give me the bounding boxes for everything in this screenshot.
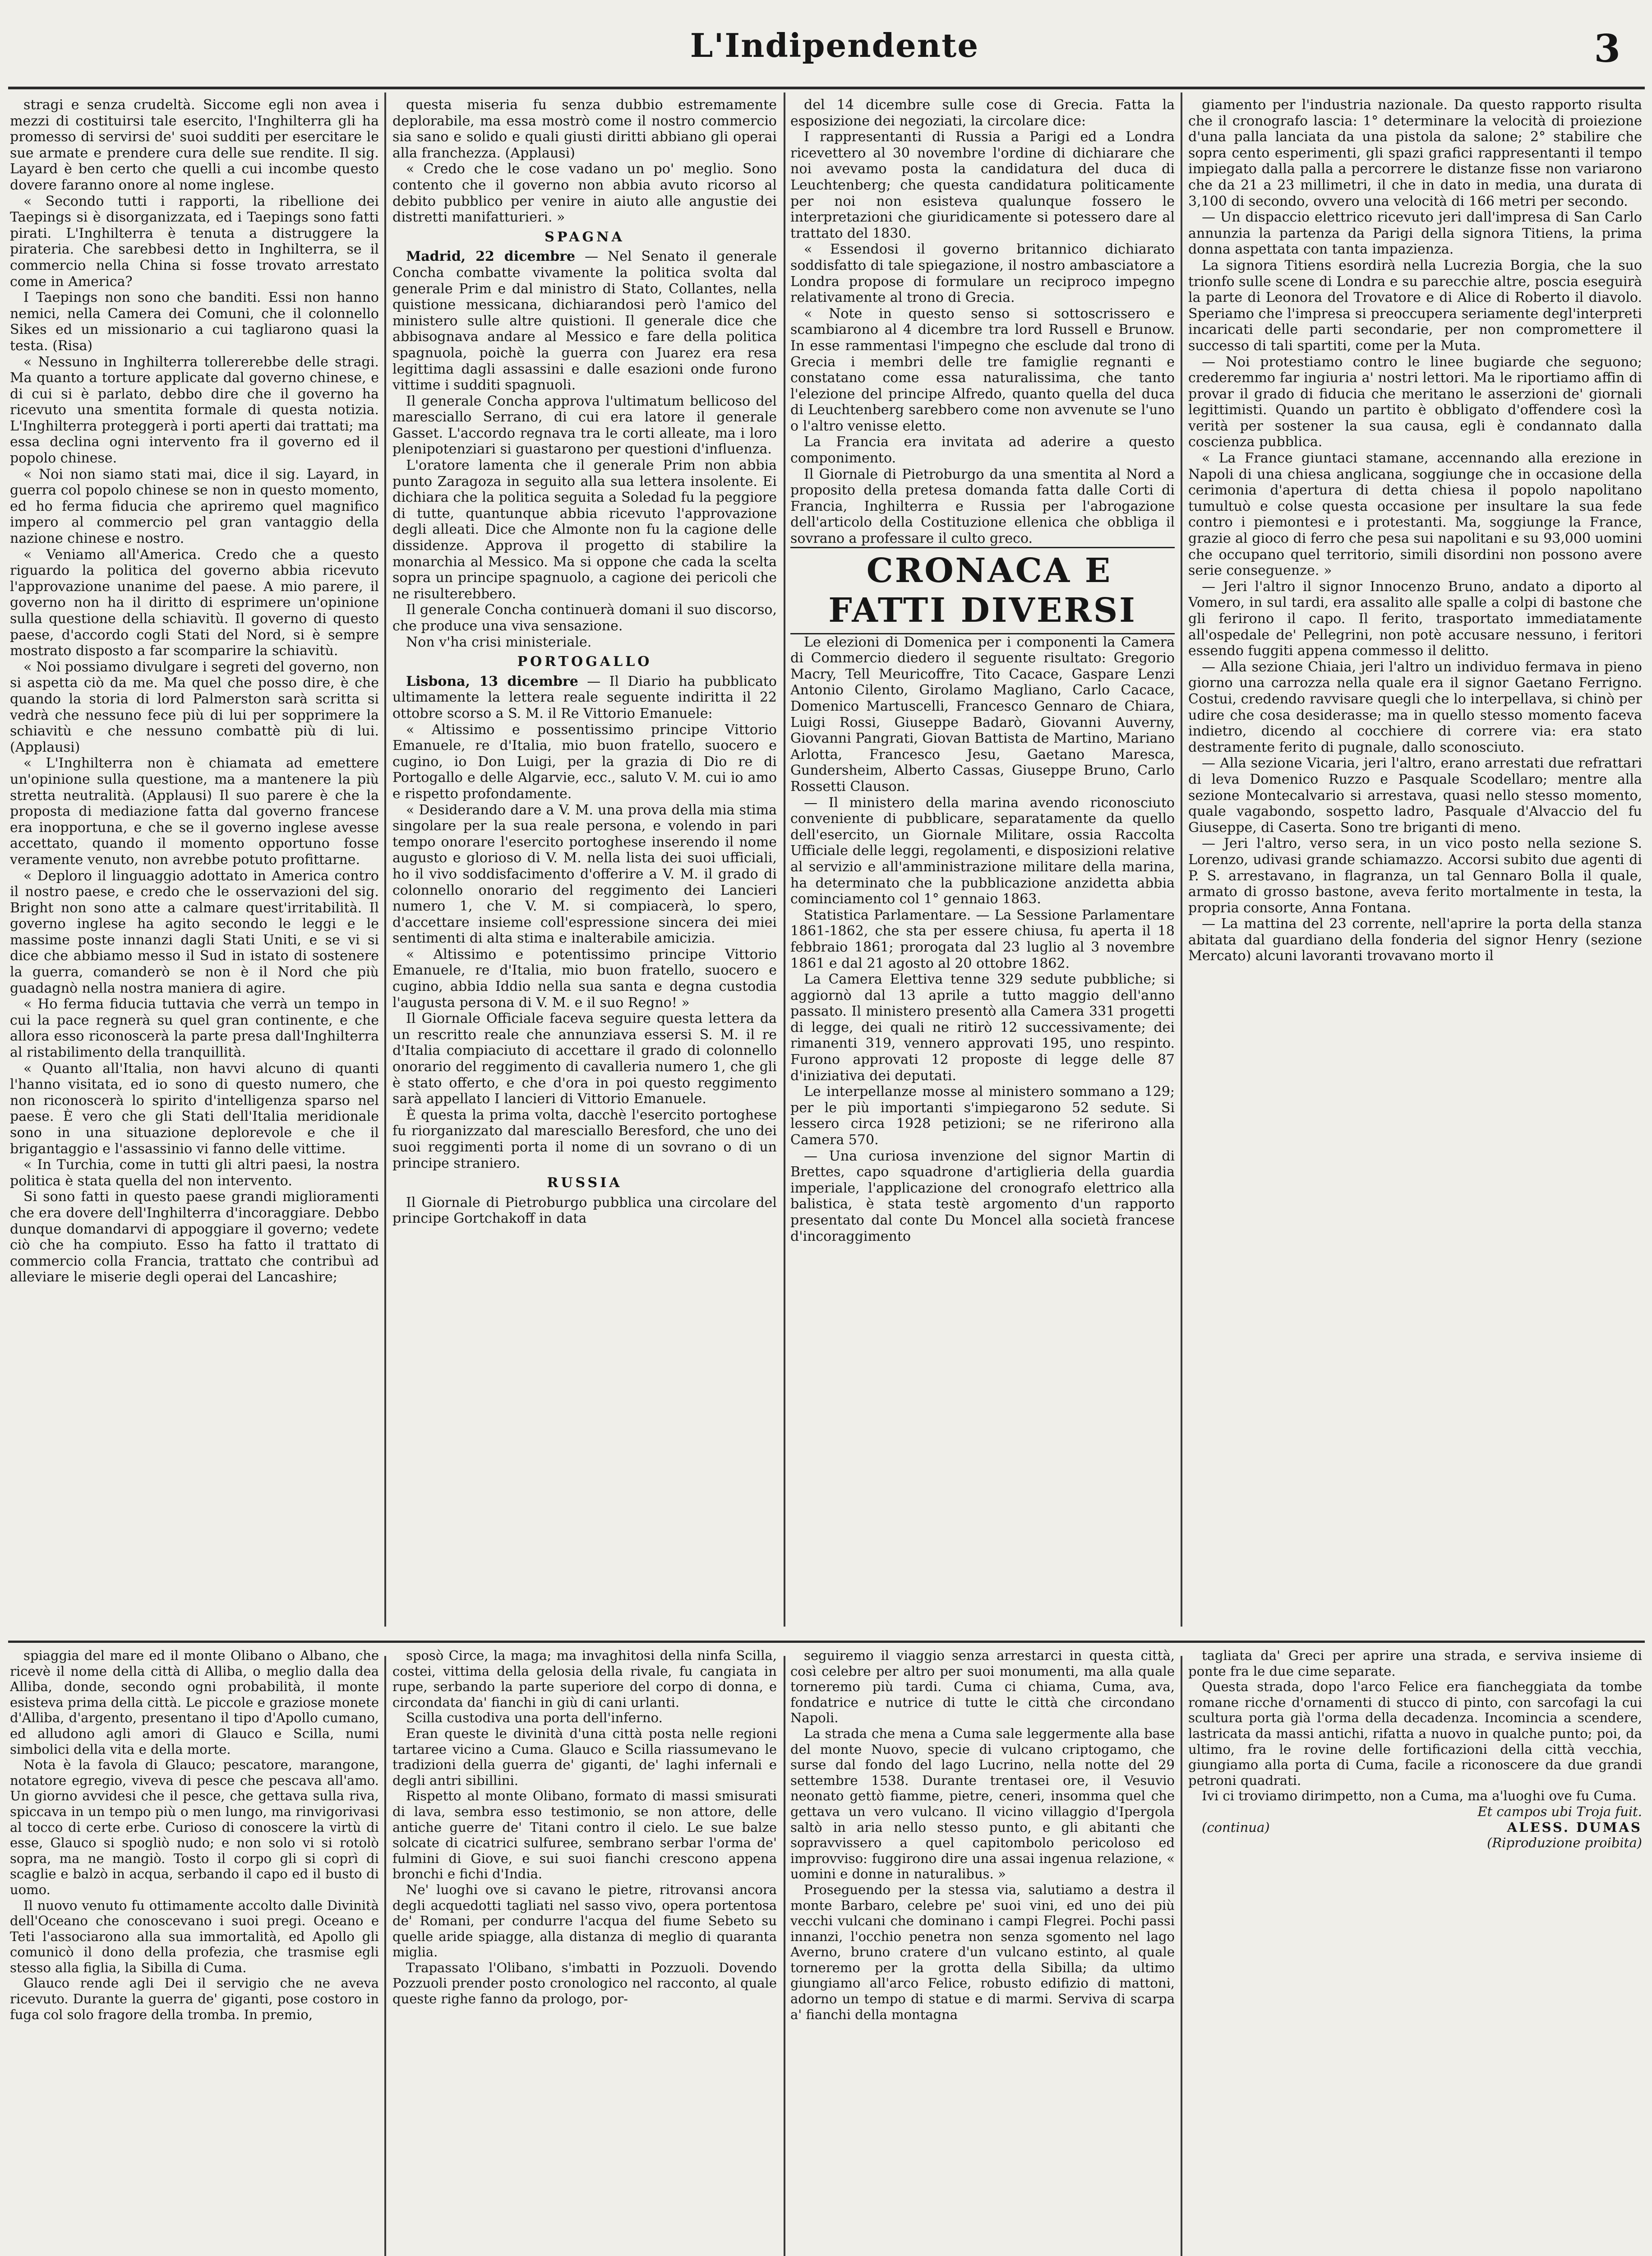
paragraph: del 14 dicembre sulle cose di Grecia. Fatta la esposizione dei negoziati, la circolare dice: <box>790 97 1175 129</box>
paragraph: — Alla sezione Vicaria, jeri l'altro, erano arrestati due refrattari di leva Domenico Ruzzo e Pasquale Scodellaro; mentre alla sezione Montecalvario si arrestava, quasi nello stesso momento, quale vagabondo, sospetto ladro, Pasquale d'Alvaccio del fu Giuseppe, di Caserta. Sono tre briganti di meno. <box>1188 755 1642 836</box>
column-3 <box>790 97 1175 1636</box>
paragraph: « Ho ferma fiducia tuttavia che verrà un tempo in cui la pace regnerà su quel gran continente, e che allora esso riconoscerà la parte presa dall'Inghilterra al ristabilimento della tranquillità. <box>10 996 379 1061</box>
paragraph: Il Giornale di Pietroburgo da una smentita al Nord a proposito della pretesa domanda fatta dalle Corti di Francia, Inghilterra e Russia per l'abrogazione dell'articolo della Costituzione ellenica che obbliga il sovrano a professare il culto greco. <box>790 466 1175 547</box>
paragraph: « Noi possiamo divulgare i segreti del governo, non si aspetta ciò da me. Ma quel che posso dire, è che quando la storia di lord Palmerston sarà scritta si vedrà che nessuno fece più di lui per sopprimere la schiavitù e che nessuno combattè più di lui. (Applausi) <box>10 659 379 755</box>
paragraph: « Credo che le cose vadano un po' meglio. Sono contento che il governo non abbia avuto ricorso al debito pubblico per venire in aiuto alle angustie dei distretti manifatturieri. » <box>392 161 777 226</box>
paragraph: Trapassato l'Olibano, s'imbatti in Pozzuoli. Dovendo Pozzuoli prender posto cronologico nel racconto, al quale queste righe fanno da prologo, por- <box>392 1960 777 2007</box>
paragraph: — Una curiosa invenzione del signor Martin di Brettes, capo squadrone d'artiglieria della guardia imperiale, l'applicazione del cronografo elettrico alla balistica, è stata testè argomento d'un rapporto presentato dal conte Du Moncel alla società francese d'incoraggimento <box>790 1148 1175 1244</box>
author-signature <box>1188 1820 1642 1835</box>
paragraph: Il generale Concha continuerà domani il suo discorso, che produce una viva sensazione. <box>392 602 777 634</box>
paragraph: — Alla sezione Chiaia, jeri l'altro un individuo fermava in pieno giorno una carrozza nella quale era il signor Gaetano Ferrigno. Costui, credendo ravvisare quegli che lo interpellava, si chinò per udire che cosa desiderasse; ma in quello stesso momento faceva indietro, dicendo al cocchiere di correre via: era stato destramente ferito di pugnale, dallo sconosciuto. <box>1188 659 1642 755</box>
paragraph: Il nuovo venuto fu ottimamente accolto dalle Divinità dell'Oceano che conoscevano i suoi pregi. Oceano e Teti l'associarono alla sua immortalità, ed Apollo gli comunicò il dono della profezia, che trasmise egli stesso alla figlia, la Sibilla di Cuma. <box>10 1897 379 1975</box>
paragraph: tagliata da' Greci per aprire una strada, e serviva insieme di ponte fra le due cime separate. <box>1188 1648 1642 1679</box>
masthead-rule <box>8 87 1645 89</box>
paragraph: I rappresentanti di Russia a Parigi ed a Londra ricevettero al 30 novembre l'ordine di dichiarare che noi avevamo posta la candidatura del duca di Leuchtenberg; che questa candidatura politicamente per noi non esisteva qualunque fossero le interpretazioni che giuridicamente si potessero dare al trattato del 1830. <box>790 129 1175 241</box>
paragraph: Eran queste le divinità d'una città posta nelle regioni tartaree vicino a Cuma. Glauco e Scilla riassumevano le tradizioni della guerra de' giganti, de' laghi infernali e degli antri sibillini. <box>392 1725 777 1788</box>
paragraph: Statistica Parlamentare. — La Sessione Parlamentare 1861-1862, che sta per essere chiusa, fu aperta il 18 febbraio 1861; prorogata dal 23 luglio al 3 novembre 1861 e dal 21 agosto al 20 ottobre 1862. <box>790 907 1175 971</box>
paragraph: « Nessuno in Inghilterra tollererebbe delle stragi. Ma quanto a torture applicate dal governo chinese, e di cui si è parlato, debbo dire che il governo ha ricevuto una smentita formale di questa notizia. L'Inghilterra proteggerà i porti aperti dai trattati; ma essa declina ogni intervento fra il governo ed il popolo chinese. <box>10 354 379 467</box>
paragraph: « L'Inghilterra non è chiamata ad emettere un'opinione sulla questione, ma a mantenere la più stretta neutralità. (Applausi) Il suo parere è che la proposta di mediazione fatta dal governo francese era inopportuna, e che se il governo inglese avesse accettato, quando il momento opportuno fosse veramente venuto, non avrebbe potuto profittarne. <box>10 755 379 868</box>
feuilleton-rule <box>8 1641 1645 1643</box>
paragraph: Glauco rende agli Dei il servigio che ne aveva ricevuto. Durante la guerra de' giganti, pose costoro in fuga col solo fragore della tromba. In premio, <box>10 1975 379 2022</box>
paragraph: Non v'ha crisi ministeriale. <box>406 634 592 650</box>
paragraph: La signora Titiens esordirà nella Lucrezia Borgia, che la suo trionfo sulle scene di Londra e su parecchie altre, poscia eseguirà la parte di Leonora del Trovatore e di Alice di Roberto il diavolo. Speriamo che l'impresa si preoccupera seriamente degl'interpreti incaricati delle parti secondarie, per non compromettere il successo di tali spartiti, come per la Muta. <box>1188 257 1642 354</box>
paragraph: Scilla custodiva una porta dell'inferno. <box>406 1710 663 1726</box>
paragraph: Proseguendo per la stessa via, salutiamo a destra il monte Barbaro, celebre pe' suoi vini, ed uno dei più vecchi vulcani che dominano i campi Flegrei. Pochi passi innanzi, l'occhio penetra non senza sgomento nel lago Averno, bruno cratere d'un vulcano estinto, al quale torneremo per la grotta della Sibilla; da ultimo giungiamo all'arco Felice, robusto edifizio di mattoni, adorno un tempo di statue e di marmi. Serviva di scarpa a' fianchi della montagna <box>790 1882 1175 2022</box>
feuilleton-column-4 <box>1188 1648 1642 2256</box>
paragraph: L'oratore lamenta che il generale Prim non abbia punto Zaragoza in seguito alla sua lettera insolente. Ei dichiara che la politica seguita a Soledad fu la peggiore di tutte, quantunque abbia ricevuto l'approvazione degli alleati. Dice che Almonte non fu la cagione delle dissidenze. Approva il progetto di stabilire la monarchia al Messico. Ma si oppone che cada la scelta sopra un principe spagnuolo, a cagione dei pericoli che ne risulterebbero. <box>392 458 777 602</box>
paragraph: « La France giuntaci stamane, accennando alla erezione in Napoli di una chiesa anglicana, soggiunge che in occasione della cerimonia d'apertura di detta chiesa il popolo napolitano tumultuò e colse questa occasione per insultare la sua fede contro i piemontesi e i protestanti. Ma, soggiunge la France, grazie al gioco di ferro che pesa sui napolitani e su 93,000 uomini che occupano quel territorio, simili disordini non possono avere serie conseguenze. » <box>1188 450 1642 579</box>
paragraph: Il generale Concha approva l'ultimatum bellicoso del maresciallo Serrano, di cui era latore il generale Gasset. L'accordo regnava tra le corti alleate, ma i loro plenipotenziari si guastarono per questioni d'influenza. <box>392 393 777 458</box>
paragraph: — Jeri l'altro, verso sera, in un vico posto nella sezione S. Lorenzo, udivasi grande schiamazzo. Accorsi subito due agenti di P. S. arrestavano, in flagranza, un tal Gennaro Bolla il quale, armato di grosso bastone, aveva ferito mortalmente in testa, la propria consorte, Anna Fontana. <box>1188 836 1642 916</box>
feuilleton-column-3 <box>790 1648 1175 2256</box>
continua-note: (continua) <box>1202 1819 1270 1835</box>
column-rule <box>384 1656 386 2256</box>
section-heading-russia: RUSSIA <box>547 1175 623 1191</box>
column-1 <box>10 97 379 1636</box>
paragraph: Le elezioni di Domenica per i componenti la Camera di Commercio diedero il seguente risultato: Gregorio Macry, Tell Meuricoffre, Tito Cacace, Gaspare Lenzi Antonio Cilento, Girolamo Magliano, Carlo Cacace, Domenico Martuscelli, Francesco Gennaro de Chiara, Luigi Rossi, Giuseppe Badarò, Giovanni Auverny, Giovanni Pangrati, Giovan Battista de Martino, Mariano Arlotta, Francesco Jesu, Gaetano Maresca, Gundersheim, Alberto Cassas, Giuseppe Bruno, Carlo Rossetti Clauson. <box>790 634 1175 795</box>
column-rule <box>1181 1656 1182 2256</box>
paragraph: Rispetto al monte Olibano, formato di massi smisurati di lava, sembra esso testimonio, se non attore, delle antiche guerre de' Titani contro il cielo. Le sue balze solcate di cicatrici sulfuree, sembrano serbar l'orma de' fulmini di Giove, e sui suoi fianchi crescono appena bronchi e fichi d'India. <box>392 1788 777 1882</box>
paragraph: « Secondo tutti i rapporti, la ribellione dei Taepings si è disorganizzata, ed i Taepings sono fatti pirati. L'Inghilterra è tenuta a distruggere la pirateria. Che sarebbesi detto in Inghilterra, se il commercio nella China si fosse trovato arrestato come in America? <box>10 193 379 290</box>
paragraph: « Altissimo e potentissimo principe Vittorio Emanuele, re d'Italia, mio buon fratello, suocero e cugino, abbia Iddio nella sua santa e degna custodia l'augusta persona di V. M. e il suo Regno! » <box>392 946 777 1011</box>
paragraph: « Veniamo all'America. Credo che a questo riguardo la politica del governo abbia ricevuto l'approvazione unanime del paese. A mio parere, il governo non ha il diritto di esprimere un'opinione sulla questione della schiavitù. Il governo di questo paese, d'accordo cogli Stati del Nord, si è sempre mostrato disposto a far scomparire la schiavitù. <box>10 546 379 659</box>
column-rule <box>784 92 785 1627</box>
paragraph: stragi e senza crudeltà. Siccome egli non avea i mezzi di costituirsi tale esercito, l'Inghilterra gli ha promesso di servirsi de' suoi sudditi per esercitare le sue armate e prendere cura delle sue rendite. Il sig. Layard è ben certo che quelli a cui incombe questo dovere faranno onore al nome inglese. <box>10 97 379 193</box>
paragraph: « Desiderando dare a V. M. una prova della mia stima singolare per la sua reale persona, e volendo in pari tempo onorare l'esercito portoghese inserendo il nome augusto e glorioso di V. M. nella lista dei suoi ufficiali, ho il vivo soddisfacimento d'offerire a V. M. il grado di colonnello onorario del reggimento dei Lancieri numero 1, che V. M. si compiacerà, lo spero, d'accettare insieme coll'espressione sincera dei miei sentimenti di alta stima e inalterabile amicizia. <box>392 802 777 947</box>
column-rule <box>384 92 386 1627</box>
dateline: Lisbona, 13 dicembre <box>406 673 578 689</box>
paragraph: Le interpellanze mosse al ministero sommano a 129; per le più importanti s'impiegarono 52 sedute. Si lessero circa 1928 petizioni; se ne riferirono alla Camera 570. <box>790 1084 1175 1148</box>
masthead <box>0 26 1652 76</box>
feuilleton-column-2 <box>392 1648 777 2256</box>
newspaper-title: L'Indipendente <box>690 26 979 65</box>
cronaca-heading: CRONACA E FATTI DIVERSI <box>790 547 1175 634</box>
reproduction-note: (Riproduzione proibita) <box>1487 1835 1642 1851</box>
paragraph: — Noi protestiamo contro le linee bugiarde che seguono; crederemmo far ingiuria a' nostri lettori. Ma le riportiamo affin di provar il grado di fiducia che meritano le asserzioni de' giornali legittimisti. Quando un partito è obbligato d'offendere così la verità per sostener la sua causa, egli è condannato dalla coscienza pubblica. <box>1188 354 1642 450</box>
paragraph: « Altissimo e possentissimo principe Vittorio Emanuele, re d'Italia, mio buon fratello, suocero e cugino, io Don Luigi, per la grazia di Dio re di Portogallo e delle Algarvie, ecc., saluto V. M. cui io amo e rispetto profondamente. <box>392 721 777 802</box>
paragraph: — Jeri l'altro il signor Innocenzo Bruno, andato a diporto al Vomero, in sul tardi, era assalito alle spalle a colpi di bastone che gli ferirono il capo. Il ferito, trasportato immediatamente all'ospedale de' Pellegrini, non potè accusare nessuno, i feritori essendo fuggiti appena commesso il delitto. <box>1188 578 1642 659</box>
paragraph: « In Turchia, come in tutti gli altri paesi, la nostra politica è stata quella del non intervento. <box>10 1157 379 1189</box>
paragraph: Si sono fatti in questo paese grandi miglioramenti che era dovere dell'Inghilterra d'incoraggiare. Debbo dunque domandarvi di appoggiare il governo; vedete ciò che ha compiuto. Esso ha fatto il trattato di commercio colla Francia, trattato che contribuì ad alleviare le miserie degli operai del Lancashire; <box>10 1189 379 1285</box>
paragraph: — Il ministero della marina avendo riconosciuto conveniente di pubblicare, separatamente da quello dell'esercito, un Giornale Militare, ossia Raccolta Ufficiale delle leggi, regolamenti, e disposizioni relative al servizio e all'amministrazione militare della marina, ha determinato che la pubblicazione anzidetta abbia cominciamento col 1° gennaio 1863. <box>790 795 1175 907</box>
paragraph: « Note in questo senso si sottoscrissero e scambiarono al 4 dicembre tra lord Russell e Brunow. In esse rammentasi l'impegno che esclude dal trono di Grecia i membri delle tre famiglie regnanti e constatano come essa naturalissima, che tanto l'elezione del principe Alfredo, quanto quella del duca di Leuchtenberg sarebbero come non avvenute se l'uno o l'altro venisse eletto. <box>790 305 1175 434</box>
paragraph: spiaggia del mare ed il monte Olibano o Albano, che ricevè il nome della città di Alliba, o meglio dalla dea Alliba, donde, secondo ogni probabilità, il monte esisteva prima della città. Le piccole e graziose monete d'Alliba, d'argento, presentano il tipo d'Apollo cumano, ed alludono agli amori di Glauco e Scilla, numi simbolici della vita e della morte. <box>10 1648 379 1757</box>
paragraph: Questa strada, dopo l'arco Felice era fiancheggiata da tombe romane ricche d'ornamenti di stucco di pinto, con sarcofagi la cui scultura porta già l'orma della decadenza. Incomincia a scendere, lastricata da massi antichi, rifatta a nuovo in qualche punto; poi, da ultimo, fra le rovine delle fortificazioni della città vecchia, giungiamo alla porta di Cuma, facile a riconoscere da due grandi petroni quadrati. <box>1188 1679 1642 1788</box>
feuilleton-column-1 <box>10 1648 379 2256</box>
paragraph: sposò Circe, la maga; ma invaghitosi della ninfa Scilla, costei, vittima della gelosia della rivale, fu cangiata in rupe, serbando la parte superiore del corpo di donna, e circondata da' fianchi in giù di cani urlanti. <box>392 1648 777 1710</box>
paragraph: seguiremo il viaggio senza arrestarci in questa città, così celebre per altro per suoi monumenti, ma alla quale torneremo più tardi. Cuma ci chiama, Cuma, ava, fondatrice e nutrice di tutte le città che circondano Napoli. <box>790 1648 1175 1726</box>
paragraph: « Essendosi il governo britannico dichiarato soddisfatto di tale spiegazione, il nostro ambasciatore a Londra propose di formulare un reciproco impegno relativamente al trono di Grecia. <box>790 241 1175 306</box>
paragraph: « Deploro il linguaggio adottato in America contro il nostro paese, e credo che le osservazioni del sig. Bright non sono atte a calmare quest'irritabilità. Il governo inglese ha agito secondo le leggi e le massime poste innanzi dagli Stati Uniti, e se vi si dice che abbiamo messo il Sud in istato di sostenere la guerra, comanderò se non è il Nord che più guadagnò nella nostra maniera di agire. <box>10 868 379 996</box>
column-4 <box>1188 97 1642 1636</box>
section-heading-portogallo: PORTOGALLO <box>517 654 652 670</box>
paragraph: I Taepings non sono che banditi. Essi non hanno nemici, nella Camera dei Comuni, che il colonnello Sikes ed un missionario a cui tagliarono quasi la testa. (Risa) <box>10 290 379 354</box>
column-rule <box>1181 92 1182 1627</box>
paragraph: giamento per l'industria nazionale. Da questo rapporto risulta che il cronografo lascia: 1° determinare la velocità di proiezione d'una palla lanciata da una pistola da salone; 2° stabilire che sopra cento esperimenti, gli spazi grafici rappresentanti il tempo impiegato dalla palla a percorrere le distanze fisse non variarono che da 21 a 23 millimetri, il che in dato in media, una durata di 3,100 di secondo, ovvero una velocità di 166 metri per secondo. <box>1188 97 1642 209</box>
paragraph-text: — Il Diario ha pubblicato ultimamente la lettera reale seguente indiritta il 22 ottobre scorso a S. M. il Re Vittorio Emanuele: <box>392 673 777 721</box>
epigraph: Et campos ubi Troja fuit. <box>1477 1803 1642 1819</box>
paragraph-text: — Nel Senato il generale Concha combatte vivamente la politica svolta dal generale Prim e dal ministro di Stato, Collantes, nella quistione messicana, dichiarandosi però l'amico del ministero sulle altre quistioni. Il generale dice che abbisognava andare al Messico e fare della politica spagnuola, poichè la guerra con Juarez era resa legittima dagli assassini e dalle esazioni onde furono vittime i sudditi spagnuoli. <box>392 249 777 393</box>
paragraph: La Francia era invitata ad aderire a questo componimento. <box>790 434 1175 467</box>
paragraph: « Noi non siamo stati mai, dice il sig. Layard, in guerra col popolo chinese se non in questo momento, ed ho ferma fiducia che apriremo quel magnifico impero al commercio pel gran vantaggio della nazione chinese e nostro. <box>10 466 379 547</box>
paragraph: Ne' luoghi ove si cavano le pietre, ritrovansi ancora degli acquedotti tagliati nel sasso vivo, opera portentosa de' Romani, per condurre l'acqua del fiume Sebeto su quelle aride spiagge, alla distanza di meglio di quaranta miglia. <box>392 1882 777 1960</box>
paragraph: La Camera Elettiva tenne 329 sedute pubbliche; si aggiornò dal 13 aprile a tutto maggio dell'anno passato. Il ministero presentò alla Camera 331 progetti di legge, dei quali ne ritirò 12 successivamente; dei rimanenti 319, vennero approvati 195, uno respinto. Furono approvati 12 proposte di legge delle 87 d'iniziativa dei deputati. <box>790 971 1175 1084</box>
paragraph: È questa la prima volta, dacchè l'esercito portoghese fu riorganizzato dal maresciallo Beresford, che uno dei suoi reggimenti porta il nome di un sovrano o di un principe straniero. <box>392 1107 777 1171</box>
paragraph: — La mattina del 23 corrente, nell'aprire la porta della stanza abitata dal guardiano della fonderia del signor Henry (sezione Mercato) alcuni lavoranti trovavano morto il <box>1188 916 1642 964</box>
paragraph: « Quanto all'Italia, non havvi alcuno di quanti l'hanno visitata, ed io sono di questo numero, che non riconoscerà lo spirito d'intelligenza sparso nel paese. È vero che gli Stati dell'Italia meridionale sono in una situazione deplorevole e che il brigantaggio e l'assassinio vi fanno delle vittime. <box>10 1060 379 1157</box>
column-2 <box>392 97 777 1636</box>
paragraph: Il Giornale di Pietroburgo pubblica una circolare del principe Gortchakoff in data <box>392 1194 777 1227</box>
paragraph: Nota è la favola di Glauco; pescatore, marangone, notatore egregio, viveva di pesce che pescava all'amo. Un giorno avvidesi che il pesce, che gettava sulla riva, spiccava in un tempo più o men lungo, ma rinvigorivasi al tocco di certe erbe. Curioso di conoscere la virtù di esse, Glauco si spogliò nudo; e non solo vi si rotolò sopra, ma ne mangiò. Tosto il corpo gli si coprì di scaglie e balzò in acqua, serbando il capo ed il busto di uomo. <box>10 1757 379 1897</box>
page-number: 3 <box>1594 26 1620 71</box>
paragraph: Ivi ci troviamo dirimpetto, non a Cuma, ma a'luoghi ove fu Cuma. <box>1202 1788 1637 1804</box>
dateline: Madrid, 22 dicembre <box>406 249 576 265</box>
section-heading-spagna: SPAGNA <box>545 229 625 245</box>
paragraph: Il Giornale Officiale faceva seguire questa lettera da un rescritto reale che annunziava essersi S. M. il re d'Italia compiaciuto di accettare il grado di colonnello onorario del reggimento di cavalleria numero 1, che gli è stato offerto, e che d'ora in poi questo reggimento sarà appellato I lancieri di Vittorio Emanuele. <box>392 1011 777 1107</box>
column-rule <box>784 1656 785 2256</box>
paragraph: questa miseria fu senza dubbio estremamente deplorabile, ma essa mostrò come il nostro commercio sia sano e solido e quali giusti diritti abbiano gli operai alla franchezza. (Applausi) <box>392 97 777 161</box>
paragraph: La strada che mena a Cuma sale leggermente alla base del monte Nuovo, specie di vulcano criptogamo, che surse dal fondo del lago Lucrino, nella notte del 29 settembre 1538. Durante trentasei ore, il Vesuvio neonato gettò fiamme, pietre, ceneri, insomma quel che gettava un vero vulcano. Il vicino villaggio d'Ipergola saltò in aria nello stesso punto, e gli abitanti che sopravvissero a quel capitombolo pericoloso ed improvviso: fuggirono dire una assai ingenua relazione, « uomini e donne in naturalibus. » <box>790 1725 1175 1882</box>
paragraph: — Un dispaccio elettrico ricevuto jeri dall'impresa di San Carlo annunzia la partenza da Parigi della signora Titiens, la prima donna aspettata con tanta impazienza. <box>1188 209 1642 258</box>
author-name: ALESS. DUMAS <box>1507 1819 1642 1835</box>
